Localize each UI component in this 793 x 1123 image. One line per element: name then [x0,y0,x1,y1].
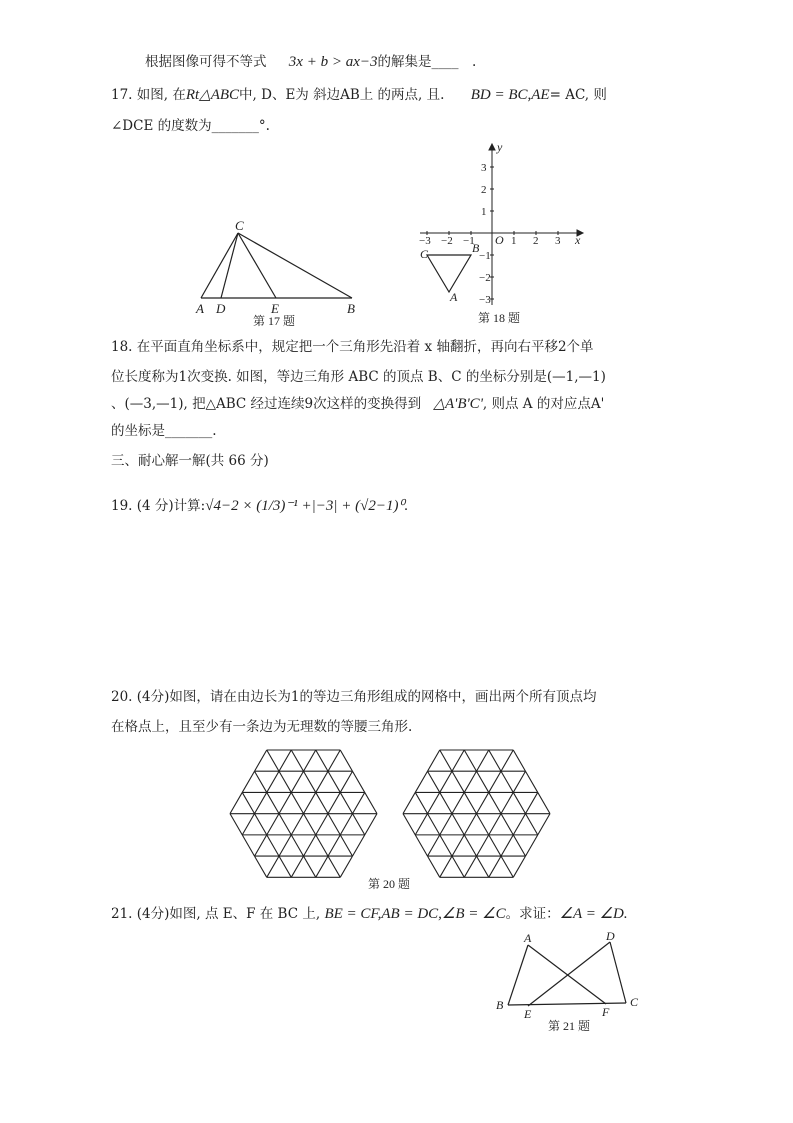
inequality-line [145,53,476,71]
grid-line [267,835,279,856]
grid-line [291,771,303,792]
grid-line [501,771,513,792]
grid-line [328,856,340,877]
grid-line [415,792,427,813]
grid-line [489,835,501,856]
grid-line [255,814,267,835]
grid-line [440,835,452,856]
label-a: A [450,290,458,304]
grid-line [255,750,267,771]
q21-math: BE = CF,AB = DC,∠B = ∠C [324,906,506,922]
q18-line3 [111,395,604,413]
grid-line [255,792,267,813]
grid-line [440,792,452,813]
grid-line [316,856,328,877]
grid-line [365,792,377,813]
grid-line [304,771,316,792]
hex-grid-left [230,750,377,877]
grid-line [242,814,254,835]
grid-line [291,750,303,771]
grid-line [230,814,242,835]
grid-line [328,835,340,856]
grid-line [477,750,489,771]
caption-21: 第 21 题 [548,1019,591,1033]
grid-line [452,792,464,813]
grid-line [328,771,340,792]
grid-line [464,771,476,792]
grid-line [489,856,501,877]
grid-line [415,814,427,835]
grid-line [440,814,452,835]
grid-line [316,814,328,835]
x-tick-1: 1 [511,235,517,247]
grid-line [267,750,279,771]
label-a: A [196,301,204,316]
grid-line [279,771,291,792]
grid-line [501,750,513,771]
grid-line [255,771,267,792]
grid-line [415,771,427,792]
label-b: B [472,241,480,255]
grid-line [452,835,464,856]
grid-line [291,856,303,877]
x-tick-3: 3 [555,235,561,247]
x-axis-label: x [575,233,581,247]
grid-line [489,792,501,813]
label-a: A [524,931,532,945]
q20-line2: 在格点上，且至少有一条边为无理数的等腰三角形. [111,719,413,735]
grid-line [365,814,377,835]
x-tick-2: 2 [533,235,539,247]
grid-line [489,814,501,835]
grid-line [538,792,550,813]
grid-line [340,814,352,835]
grid-line [304,792,316,813]
grid-line [353,771,365,792]
grid-line [428,792,440,813]
grid-line [328,814,340,835]
grid-line [316,835,328,856]
segment-dc [221,233,238,298]
grid-line [328,750,340,771]
y-tick-1: 1 [481,206,487,218]
grid-line [501,856,513,877]
grid-line [279,750,291,771]
caption-17: 第 17 题 [253,314,296,328]
grid-line [242,792,254,813]
grid-line [526,771,538,792]
q17-line2: ∠DCE 的度数为_______°. [111,118,270,134]
label-b: B [496,998,504,1012]
grid-line [279,814,291,835]
q19-expression: √4−2 × (1/3)⁻¹ +|−3| + (√2−1)⁰. [205,498,409,514]
grid-line [279,792,291,813]
y-axis-arrow [489,144,495,150]
y-tick-neg2: −2 [479,272,491,284]
segment-ec [238,233,276,298]
q17-text-b: 中, D、E为 斜边AB上 的两点, 且. [239,87,445,103]
q21-mid: 。求证： [505,906,560,922]
grid-line [242,771,254,792]
grid-line [340,835,352,856]
triangle-abc [427,255,471,292]
q18-line3-a: 、(—3,—1), 把△ABC 经过连续9次这样的变换得到 [111,396,422,412]
segment-ac [201,233,238,298]
x-tick-neg3: −3 [419,235,431,247]
q20-line1: 20. (4分)如图，请在由边长为1的等边三角形组成的网格中，画出两个所有顶点均 [111,689,597,705]
grid-line [513,792,525,813]
grid-line [316,750,328,771]
grid-line [403,792,415,813]
q17-math: Rt△ABC [185,87,240,103]
grid-line [464,856,476,877]
grid-line [477,771,489,792]
grid-line [340,792,352,813]
grid-line [452,814,464,835]
grid-line [304,750,316,771]
q17-line1 [111,86,607,104]
grid-line [316,792,328,813]
q19-line [111,497,408,515]
grid-line [291,792,303,813]
grid-line [304,856,316,877]
inequality-math: 3x + b > ax−3 [288,54,378,70]
grid-line [501,792,513,813]
grid-line [291,814,303,835]
label-d: D [606,930,615,943]
grid-line [304,835,316,856]
y-tick-3: 3 [481,162,487,174]
grid-line [513,814,525,835]
grid-line [415,835,427,856]
grid-line [452,771,464,792]
q18-line3-b: , 则点 A 的对应点A' [482,396,605,412]
grid-line [403,814,415,835]
label-b: B [347,301,355,316]
origin-label: O [495,233,504,247]
grid-line [513,856,525,877]
grid-line [464,835,476,856]
label-c: C [235,218,244,233]
grid-line [477,835,489,856]
grid-line [267,792,279,813]
q19-prefix: 19. (4 分)计算: [111,498,206,514]
hex-grid-right [403,750,550,877]
grid-line [440,771,452,792]
grid-line [477,856,489,877]
y-tick-neg1: −1 [479,250,491,262]
grid-line [477,814,489,835]
grid-line [526,792,538,813]
grid-line [267,856,279,877]
y-tick-neg3: −3 [479,294,491,306]
grid-line [242,835,254,856]
grid-line [230,792,242,813]
grid-line [255,856,267,877]
caption-18: 第 18 题 [478,311,521,325]
grid-line [267,771,279,792]
q18-line4: 的坐标是_______. [111,423,217,439]
q18-math: △A'B'C' [433,396,483,412]
q17-math2: BD = BC,AE [470,87,550,103]
q21-prefix: 21. (4分)如图, 点 E、F 在 BC 上, [111,906,321,922]
grid-line [513,771,525,792]
grid-line [255,835,267,856]
grid-line [452,856,464,877]
segment-de [528,942,610,1006]
q18-line2: 位长度称为1次变换. 如图，等边三角形 ABC 的顶点 B、C 的坐标分别是(—1,—1) [111,369,606,385]
inequality-suffix: 的解集是____ . [377,54,477,70]
label-f: F [602,1005,610,1019]
grid-line [440,856,452,877]
grid-line [538,814,550,835]
label-c: C [630,995,639,1009]
label-e: E [271,301,279,316]
segment-ab [508,945,528,1005]
grid-line [279,856,291,877]
grid-line [353,814,365,835]
grid-line [428,750,440,771]
label-d: D [216,301,226,316]
grid-line [291,835,303,856]
grid-line [304,814,316,835]
segment-dc [610,942,626,1003]
grid-line [489,750,501,771]
grid-line [428,814,440,835]
grid-line [353,792,365,813]
grid-line [340,771,352,792]
grid-line [340,856,352,877]
q17-text-a: 17. 如图, 在 [111,87,186,103]
q21-math2: ∠A = ∠D. [559,906,628,922]
grid-line [464,814,476,835]
grid-line [328,792,340,813]
segment-bc [238,233,352,298]
q17-text-c: = AC, 则 [549,87,607,103]
caption-20: 第 20 题 [368,877,411,891]
grid-line [340,750,352,771]
grid-line [489,771,501,792]
grid-line [428,771,440,792]
figure-21 [490,930,650,1040]
grid-line [428,835,440,856]
y-axis-label: y [497,140,503,154]
label-c: C [420,247,429,261]
inequality-prefix: 根据图像可得不等式 [145,54,267,70]
grid-line [526,814,538,835]
x-tick-neg1: −1 [463,235,475,247]
grid-line [464,750,476,771]
grid-line [279,835,291,856]
label-e: E [524,1007,532,1021]
grid-line [440,750,452,771]
grid-line [464,792,476,813]
grid-line [477,792,489,813]
grid-line [526,835,538,856]
figure-18 [415,140,595,330]
figure-20 [225,745,565,900]
grid-line [513,835,525,856]
grid-line [267,814,279,835]
grid-line [353,835,365,856]
y-tick-2: 2 [481,184,487,196]
grid-line [501,814,513,835]
grid-line [452,750,464,771]
figure-17 [190,215,370,330]
q18-line1: 18. 在平面直角坐标系中，规定把一个三角形先沿着 x 轴翻折，再向右平移2个单 [111,339,594,355]
grid-line [513,750,525,771]
section-heading: 三、耐心解一解(共 66 分) [111,453,269,469]
q21-line [111,905,628,923]
grid-line [501,835,513,856]
grid-line [316,771,328,792]
grid-line [428,856,440,877]
x-tick-neg2: −2 [441,235,453,247]
